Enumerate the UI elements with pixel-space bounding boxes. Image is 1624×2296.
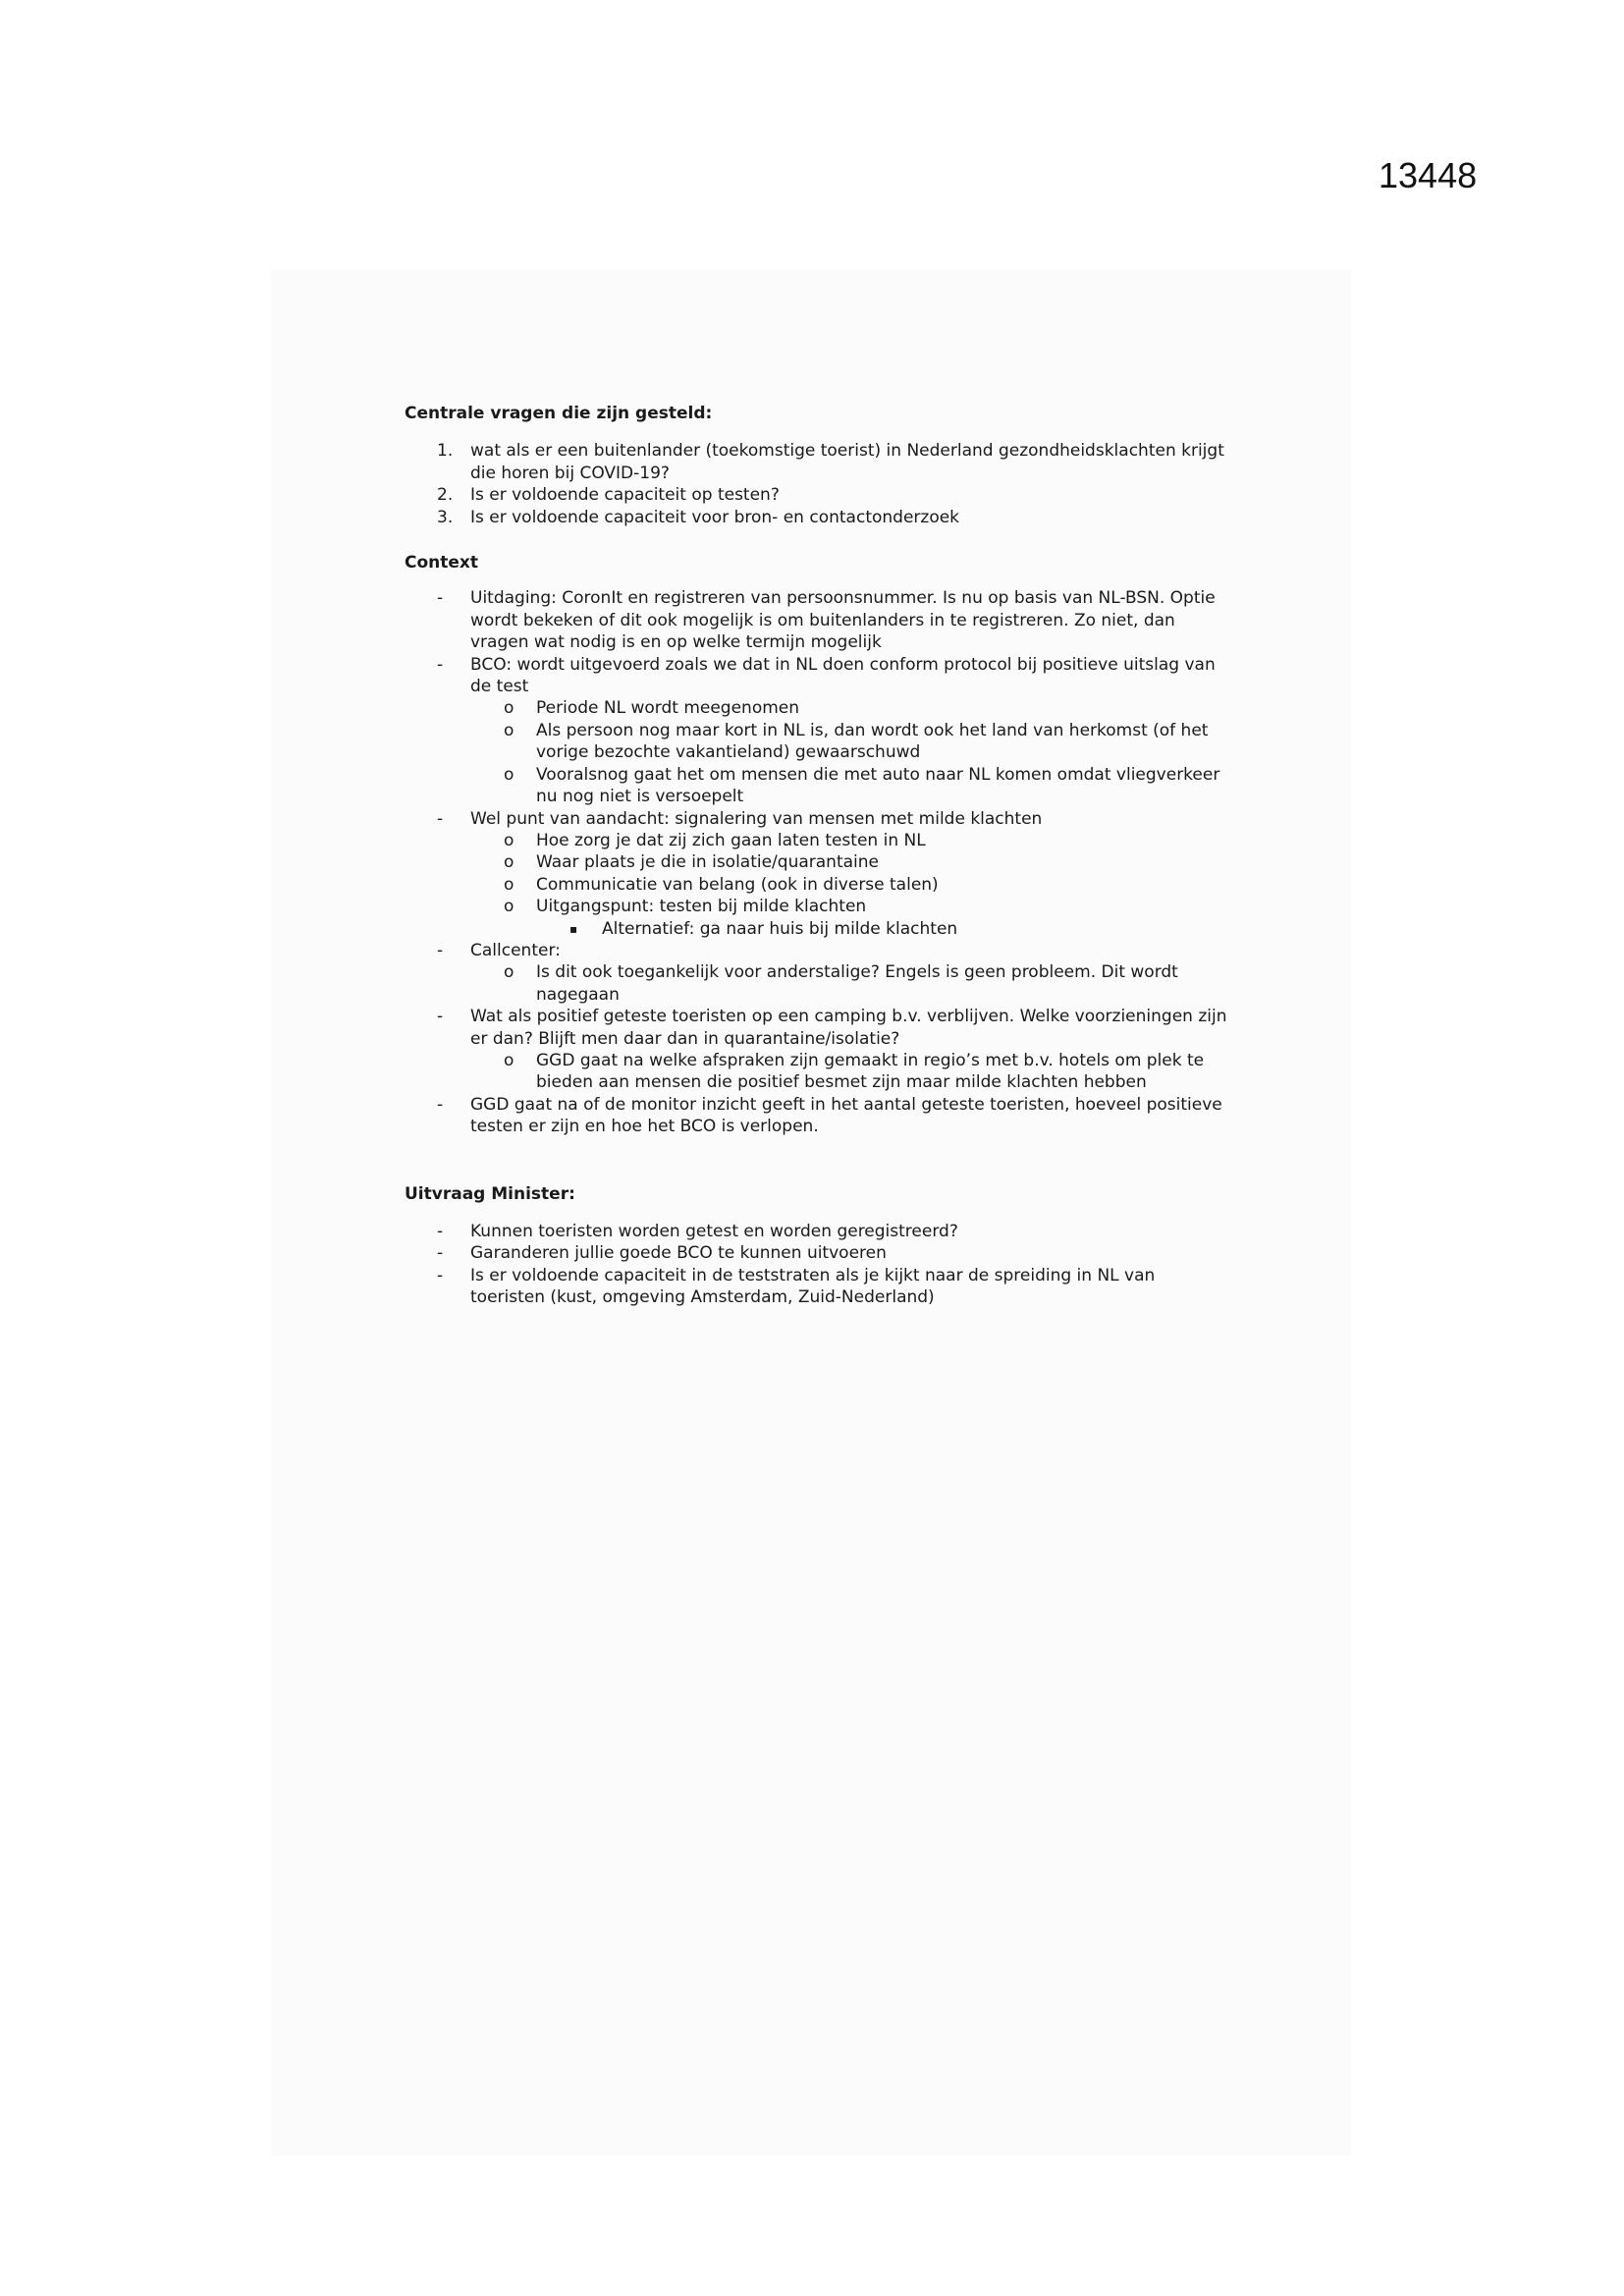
sub-sub-list-item: [405, 918, 1229, 940]
dash-bullet: -: [437, 1222, 444, 1241]
list-item-text: Wat als positief geteste toeristen op een camping b.v. verblijven. Welke voorzieningen zijn er dan? Blijft men daar dan in quarantaine/isolatie?: [470, 1007, 1227, 1049]
circle-bullet: o: [504, 852, 514, 873]
list-item-text: Uitgangspunt: testen bij milde klachten: [536, 897, 867, 917]
sub-list-item: [405, 896, 1229, 917]
list-item-text: Callcenter:: [470, 940, 561, 960]
sub-list-item: [405, 830, 1229, 851]
list-item: [405, 1265, 1229, 1309]
square-bullet: ▪: [569, 921, 578, 936]
dash-bullet: -: [437, 1094, 444, 1115]
circle-bullet: o: [504, 874, 514, 895]
sub-list-item: [405, 961, 1229, 1006]
sub-list-item: [405, 874, 1229, 896]
circle-bullet: o: [504, 720, 514, 740]
list-item: [405, 440, 1229, 484]
dash-bullet: -: [437, 1265, 444, 1285]
dash-bullet: -: [437, 940, 444, 960]
list-item-text: Periode NL wordt meegenomen: [536, 698, 800, 719]
sub-list-item: [405, 1050, 1229, 1094]
dash-bullet: -: [437, 588, 444, 609]
context-heading: Context: [405, 553, 479, 574]
list-item-text: Vooralsnog gaat het om mensen die met auto naar NL komen omdat vliegverkeer nu nog niet is versoepelt: [536, 764, 1220, 807]
circle-bullet: o: [504, 764, 514, 785]
list-item: [405, 587, 1229, 653]
document-body: [405, 403, 1229, 1309]
list-item: [405, 654, 1229, 698]
list-item: [405, 940, 1229, 961]
dash-bullet: -: [437, 1007, 444, 1027]
central-questions-heading: Centrale vragen die zijn gesteld:: [405, 404, 713, 423]
list-item: [405, 1242, 1229, 1264]
list-item-text: Communicatie van belang (ook in diverse talen): [536, 874, 939, 895]
dash-bullet: -: [437, 808, 444, 829]
list-item-text: Als persoon nog maar kort in NL is, dan wordt ook het land van herkomst (of het vorige bezochte vakantieland) gewaarschuwd: [536, 720, 1209, 763]
sub-list-item: [405, 764, 1229, 808]
page-number: 13448: [1379, 155, 1478, 195]
minister-request-list: [405, 1221, 1229, 1309]
list-marker: 2.: [437, 485, 454, 506]
list-item-text: Is er voldoende capaciteit in de teststraten als je kijkt naar de spreiding in NL van toeristen (kust, omgeving Amsterdam, Zuid-Nederland): [470, 1265, 1156, 1308]
minister-request-heading: Uitvraag Minister:: [405, 1183, 575, 1204]
list-item-text: Garanderen jullie goede BCO te kunnen uitvoeren: [470, 1243, 887, 1264]
list-item-text: Kunnen toeristen worden getest en worden geregistreerd?: [470, 1222, 958, 1241]
list-item-text: BCO: wordt uitgevoerd zoals we dat in NL doen conform protocol bij positieve uitslag van de test: [470, 654, 1216, 697]
list-item-text: Is er voldoende capaciteit voor bron- en contactonderzoek: [470, 507, 960, 527]
list-marker: 1.: [437, 441, 454, 462]
list-item: [405, 1006, 1229, 1050]
list-item-text: Wel punt van aandacht: signalering van mensen met milde klachten: [470, 808, 1043, 829]
list-item-text: Waar plaats je die in isolatie/quarantaine: [536, 852, 879, 873]
list-item: [405, 1221, 1229, 1242]
circle-bullet: o: [504, 830, 514, 850]
list-marker: 3.: [437, 507, 454, 527]
circle-bullet: o: [504, 897, 514, 917]
dash-bullet: -: [437, 1243, 444, 1264]
list-item: [405, 808, 1229, 830]
circle-bullet: o: [504, 962, 514, 983]
context-list: [405, 587, 1229, 1137]
list-item: [405, 1094, 1229, 1138]
sub-list-item: [405, 720, 1229, 764]
central-questions-list: [405, 440, 1229, 528]
sub-list-item: [405, 697, 1229, 719]
list-item-text: Is dit ook toegankelijk voor anderstalige? Engels is geen probleem. Dit wordt nagegaan: [536, 962, 1178, 1005]
list-item-text: GGD gaat na welke afspraken zijn gemaakt in regio’s met b.v. hotels om plek te bieden aan mensen die positief besmet zijn maar milde klachten hebben: [536, 1050, 1205, 1093]
list-item-text: Uitdaging: CoronIt en registreren van persoonsnummer. Is nu op basis van NL-BSN. Optie wordt bekeken of dit ook mogelijk is om buitenlanders in te registreren. Zo niet, dan vragen wat nodig is en op welke termijn mogelijk: [470, 588, 1216, 653]
list-item-text: wat als er een buitenlander (toekomstige toerist) in Nederland gezondheidsklachten krijgt die horen bij COVID-19?: [470, 441, 1224, 483]
circle-bullet: o: [504, 698, 514, 719]
list-item-text: Is er voldoende capaciteit op testen?: [470, 485, 780, 506]
sub-list-item: [405, 851, 1229, 873]
list-item-text: GGD gaat na of de monitor inzicht geeft in het aantal geteste toeristen, hoeveel positieve testen er zijn en hoe het BCO is verlopen.: [470, 1094, 1222, 1137]
list-item-text: Hoe zorg je dat zij zich gaan laten testen in NL: [536, 830, 926, 850]
dash-bullet: -: [437, 654, 444, 675]
circle-bullet: o: [504, 1050, 514, 1070]
list-item: [405, 484, 1229, 506]
list-item: [405, 507, 1229, 528]
list-item-text: Alternatief: ga naar huis bij milde klachten: [602, 918, 958, 939]
